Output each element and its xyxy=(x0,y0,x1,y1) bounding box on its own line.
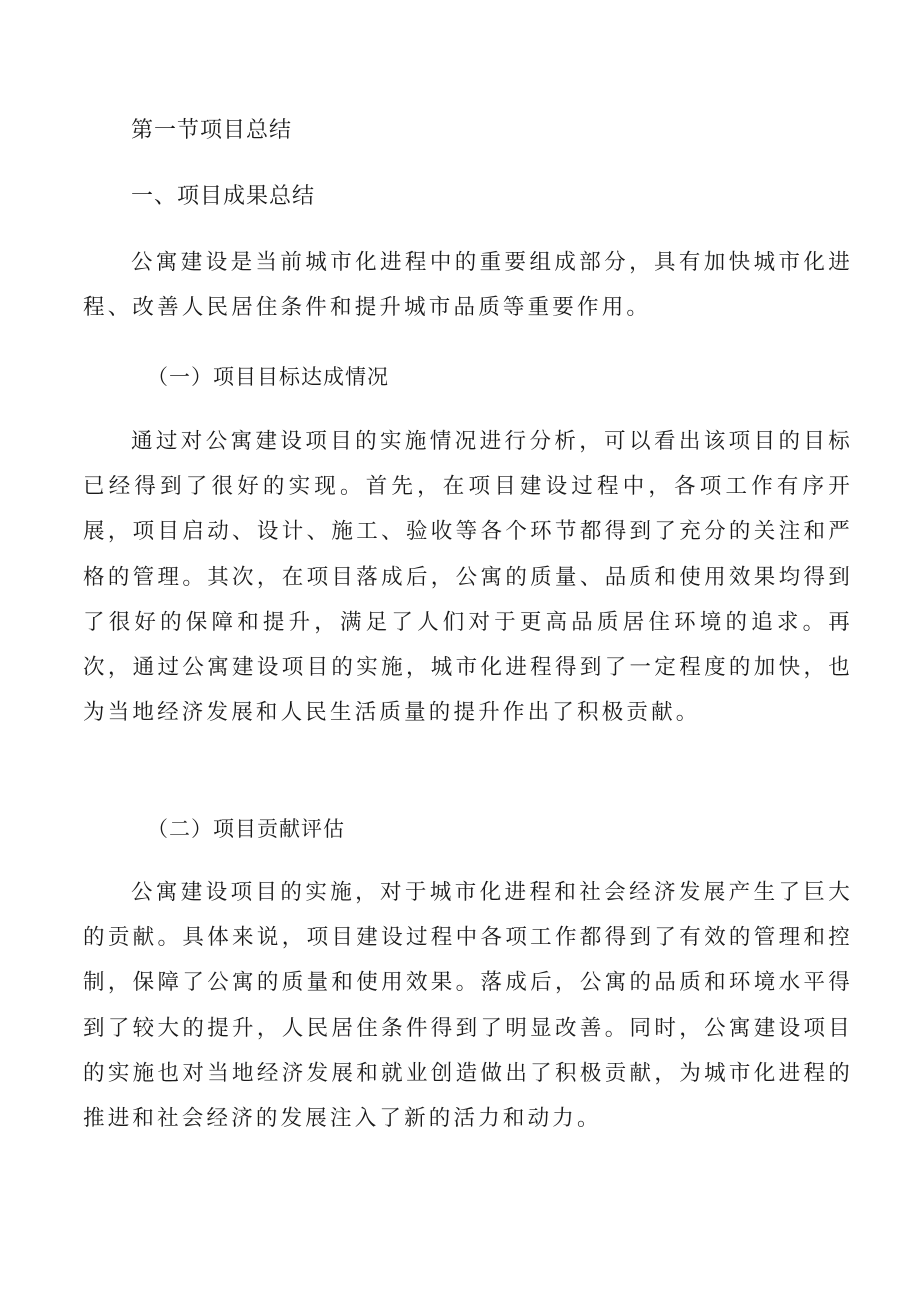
contribution-assessment-paragraph: 公寓建设项目的实施，对于城市化进程和社会经济发展产生了巨大的贡献。具体来说，项目建设过程中各项工作都得到了有效的管理和控制，保障了公寓的质量和使用效果。落成后，公寓的品质和环境水平得到了较大的提升，人民居住条件得到了明显改善。同时，公寓建设项目的实施也对当地经济发展和就业创造做出了积极贡献，为城市化进程的推进和社会经济的发展注入了新的活力和动力。 xyxy=(83,880,853,1132)
subsection-title: 一、项目成果总结 xyxy=(131,184,316,209)
subheading-contribution-assessment: （二）项目贡献评估 xyxy=(147,817,345,841)
section-title: 第一节项目总结 xyxy=(131,118,293,143)
intro-paragraph: 公寓建设是当前城市化进程中的重要组成部分，具有加快城市化进程、改善人民居住条件和提升城市品质等重要作用。 xyxy=(83,250,853,321)
goal-achievement-paragraph: 通过对公寓建设项目的实施情况进行分析，可以看出该项目的目标已经得到了很好的实现。首先，在项目建设过程中，各项工作有序开展，项目启动、设计、施工、验收等各个环节都得到了充分的关注和严格的管理。其次，在项目落成后，公寓的质量、品质和使用效果均得到了很好的保障和提升，满足了人们对于更高品质居住环境的追求。再次，通过公寓建设项目的实施，城市化进程得到了一定程度的加快，也为当地经济发展和人民生活质量的提升作出了积极贡献。 xyxy=(83,429,853,726)
subheading-goal-achievement: （一）项目目标达成情况 xyxy=(147,365,389,389)
